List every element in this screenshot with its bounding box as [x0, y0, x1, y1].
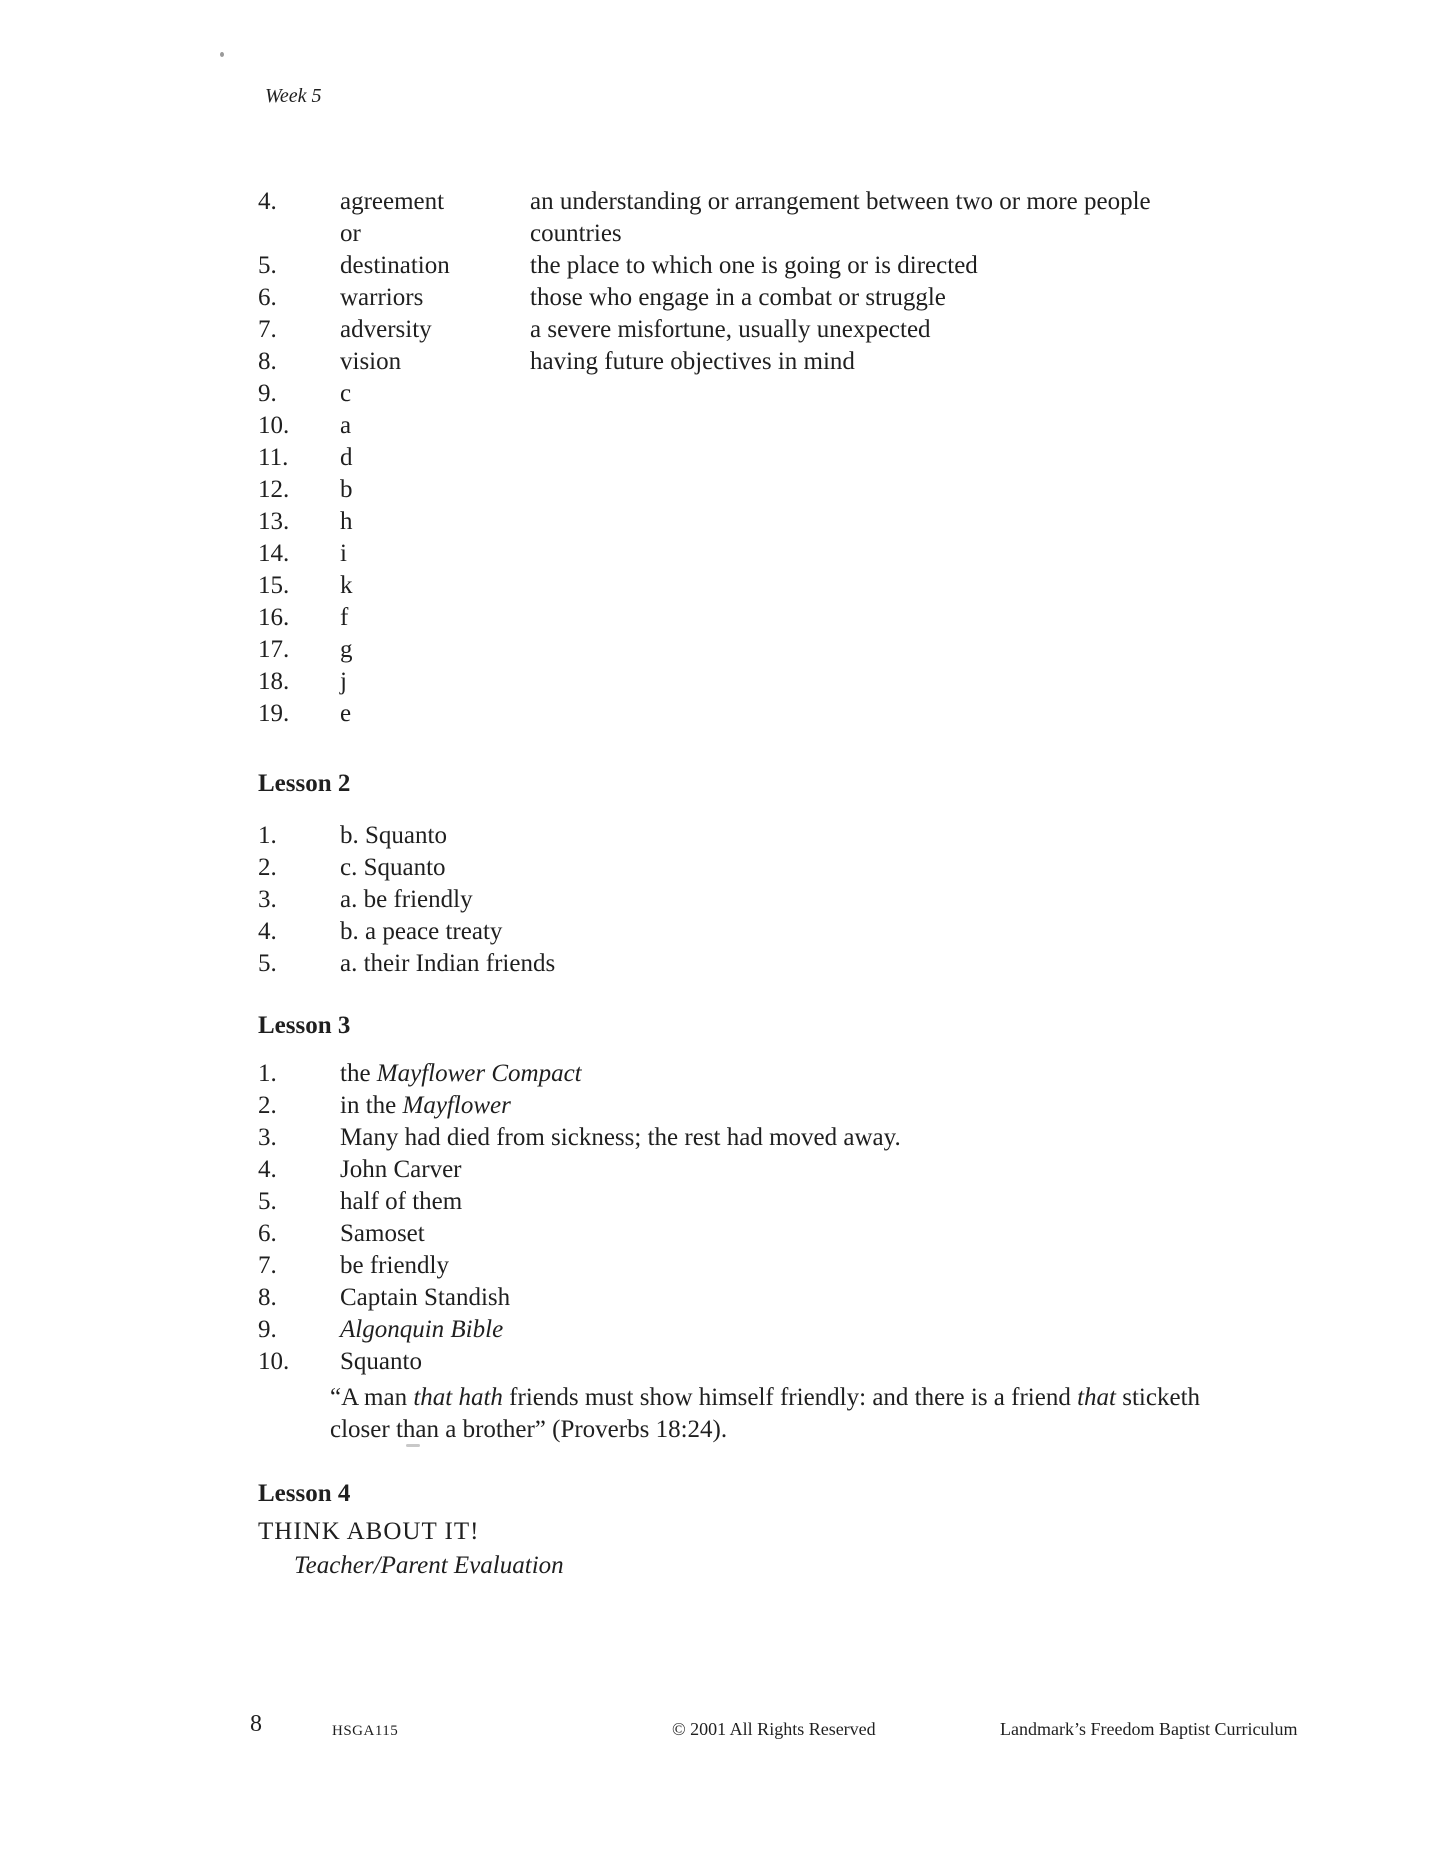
item-number: 19. — [258, 700, 290, 727]
definition-line: an understanding or arrangement between two or more people — [530, 188, 1151, 215]
text-run: c. Squanto — [340, 854, 446, 881]
item-definition — [530, 186, 1373, 250]
answer-line: a — [340, 412, 352, 439]
list-item — [258, 474, 1373, 506]
list-item — [258, 1058, 1373, 1090]
italic-text-run: that — [1077, 1384, 1116, 1411]
item-definition — [530, 570, 1373, 602]
item-answer — [340, 1314, 1373, 1346]
page-footer — [0, 1706, 1445, 1746]
scan-artifact-dot — [220, 52, 224, 57]
publisher-name: Landmark’s Freedom Baptist Curriculum — [1000, 1719, 1298, 1739]
list-item — [258, 1218, 1373, 1250]
list-item — [258, 314, 1373, 346]
text-run: closer than a brother” (Proverbs 18:24). — [330, 1416, 728, 1443]
list-item — [258, 634, 1373, 666]
list-item — [258, 1186, 1373, 1218]
answer-line: c — [340, 380, 352, 407]
definition-line: countries — [530, 220, 622, 247]
item-answer — [340, 602, 530, 634]
text-run: Squanto — [340, 1348, 422, 1375]
answer-line: i — [340, 540, 347, 567]
answer-line: warriors — [340, 284, 424, 311]
item-answer — [340, 1250, 1373, 1282]
item-number: 16. — [258, 604, 290, 631]
list-item — [258, 346, 1373, 378]
answer-line: f — [340, 604, 349, 631]
item-number: 10. — [258, 1348, 290, 1375]
page-number: 8 — [250, 1711, 262, 1737]
item-definition — [530, 442, 1373, 474]
item-answer — [340, 1058, 1373, 1090]
definition-line: those who engage in a combat or struggle — [530, 284, 946, 311]
answer-line: g — [340, 636, 353, 663]
item-definition — [530, 378, 1373, 410]
item-definition — [530, 666, 1373, 698]
list-item — [258, 1314, 1373, 1346]
item-number: 5. — [258, 950, 277, 977]
item-number: 8. — [258, 1284, 277, 1311]
list-item — [258, 666, 1373, 698]
italic-text-run: that hath — [413, 1384, 503, 1411]
item-number: 1. — [258, 822, 277, 849]
item-number: 18. — [258, 668, 290, 695]
item-definition — [530, 474, 1373, 506]
item-answer — [340, 1154, 1373, 1186]
list-item — [258, 1250, 1373, 1282]
item-definition — [530, 538, 1373, 570]
item-answer — [340, 378, 530, 410]
item-answer — [340, 1090, 1373, 1122]
item-answer — [340, 538, 530, 570]
list-item — [258, 698, 1373, 730]
list-item — [258, 250, 1373, 282]
item-answer — [340, 666, 530, 698]
item-answer — [340, 948, 1373, 980]
list-item — [258, 506, 1373, 538]
item-number: 5. — [258, 252, 277, 279]
item-number: 2. — [258, 854, 277, 881]
item-number: 3. — [258, 886, 277, 913]
item-definition — [530, 346, 1373, 378]
list-item — [258, 852, 1373, 884]
list-item — [258, 378, 1373, 410]
text-run: “A man — [330, 1384, 414, 1411]
answer-key-content — [258, 186, 1373, 1582]
item-number: 10. — [258, 412, 290, 439]
lesson2-heading: Lesson 2 — [258, 770, 351, 797]
italic-text-run: Mayflower Compact — [376, 1060, 582, 1087]
course-code: HSGA115 — [332, 1723, 399, 1739]
item-number: 9. — [258, 1316, 277, 1343]
answer-line: j — [340, 668, 347, 695]
lesson4-heading: Lesson 4 — [258, 1480, 351, 1507]
text-run: be friendly — [340, 1252, 449, 1279]
item-answer — [340, 698, 530, 730]
answer-line: h — [340, 508, 353, 535]
quote-line — [330, 1414, 1310, 1446]
list-item — [258, 916, 1373, 948]
definition-line: the place to which one is going or is directed — [530, 252, 978, 279]
item-definition — [530, 250, 1373, 282]
list-item — [258, 884, 1373, 916]
item-number: 3. — [258, 1124, 277, 1151]
item-number: 1. — [258, 1060, 277, 1087]
answer-line: b — [340, 476, 353, 503]
lesson3-heading: Lesson 3 — [258, 1012, 351, 1039]
list-item — [258, 570, 1373, 602]
list-item — [258, 602, 1373, 634]
lesson3-answer-list — [258, 1058, 1373, 1378]
item-answer — [340, 884, 1373, 916]
item-definition — [530, 506, 1373, 538]
text-run: in the — [340, 1092, 403, 1119]
list-item — [258, 538, 1373, 570]
item-answer — [340, 1122, 1373, 1154]
list-item — [258, 1282, 1373, 1314]
item-answer — [340, 506, 530, 538]
item-number: 4. — [258, 1156, 277, 1183]
text-run: friends must show himself friendly: and there is a friend — [502, 1384, 1078, 1411]
item-answer — [340, 1282, 1373, 1314]
item-answer — [340, 916, 1373, 948]
text-run: half of them — [340, 1188, 463, 1215]
lesson2-answer-list — [258, 820, 1373, 980]
text-run: John Carver — [340, 1156, 462, 1183]
answer-line: vision — [340, 348, 402, 375]
item-answer — [340, 186, 530, 250]
definition-line: having future objectives in mind — [530, 348, 855, 375]
think-about-it-label: THINK ABOUT IT! — [258, 1518, 480, 1545]
list-item — [258, 442, 1373, 474]
answer-line: k — [340, 572, 353, 599]
item-answer — [340, 1186, 1373, 1218]
vocab-answer-list — [258, 186, 1373, 730]
item-answer — [340, 410, 530, 442]
list-item — [258, 820, 1373, 852]
item-definition — [530, 634, 1373, 666]
item-definition — [530, 698, 1373, 730]
list-item — [258, 1122, 1373, 1154]
item-answer — [340, 1346, 1373, 1378]
item-number: 14. — [258, 540, 290, 567]
list-item — [258, 1346, 1373, 1378]
item-answer — [340, 314, 530, 346]
item-answer — [340, 820, 1373, 852]
item-number: 6. — [258, 1220, 277, 1247]
list-item — [258, 410, 1373, 442]
item-number: 13. — [258, 508, 290, 535]
item-number: 5. — [258, 1188, 277, 1215]
list-item — [258, 282, 1373, 314]
item-number: 12. — [258, 476, 290, 503]
item-number: 17. — [258, 636, 290, 663]
item-number: 4. — [258, 188, 277, 215]
item-answer — [340, 442, 530, 474]
item-answer — [340, 634, 530, 666]
italic-text-run: Mayflower — [402, 1092, 511, 1119]
item-definition — [530, 602, 1373, 634]
item-number: 8. — [258, 348, 277, 375]
item-answer — [340, 570, 530, 602]
scan-artifact-dash — [406, 1444, 420, 1447]
item-number: 2. — [258, 1092, 277, 1119]
answer-line: d — [340, 444, 353, 471]
text-run: b. a peace treaty — [340, 918, 503, 945]
text-run: sticketh — [1116, 1384, 1201, 1411]
teacher-parent-evaluation-label: Teacher/Parent Evaluation — [294, 1552, 564, 1579]
item-number: 11. — [258, 444, 289, 471]
answer-line: agreement — [340, 188, 445, 215]
item-number: 15. — [258, 572, 290, 599]
answer-line: adversity — [340, 316, 432, 343]
definition-line: a severe misfortune, usually unexpected — [530, 316, 931, 343]
week-label: Week 5 — [265, 85, 322, 107]
italic-text-run: Algonquin Bible — [340, 1316, 504, 1343]
scripture-quote — [330, 1382, 1310, 1446]
item-definition — [530, 314, 1373, 346]
item-answer — [340, 282, 530, 314]
answer-line: or — [340, 220, 361, 247]
text-run: Many had died from sickness; the rest had moved away. — [340, 1124, 901, 1151]
list-item — [258, 1090, 1373, 1122]
answer-line: destination — [340, 252, 450, 279]
quote-line — [330, 1382, 1310, 1414]
item-answer — [340, 250, 530, 282]
text-run: b. Squanto — [340, 822, 447, 849]
item-number: 4. — [258, 918, 277, 945]
text-run: Captain Standish — [340, 1284, 511, 1311]
item-number: 7. — [258, 1252, 277, 1279]
list-item — [258, 186, 1373, 250]
item-number: 7. — [258, 316, 277, 343]
list-item — [258, 948, 1373, 980]
item-number: 6. — [258, 284, 277, 311]
item-definition — [530, 410, 1373, 442]
list-item — [258, 1154, 1373, 1186]
item-number: 9. — [258, 380, 277, 407]
item-answer — [340, 852, 1373, 884]
answer-line: e — [340, 700, 352, 727]
item-answer — [340, 474, 530, 506]
item-answer — [340, 1218, 1373, 1250]
text-run: a. be friendly — [340, 886, 473, 913]
text-run: the — [340, 1060, 377, 1087]
item-definition — [530, 282, 1373, 314]
text-run: Samoset — [340, 1220, 425, 1247]
text-run: a. their Indian friends — [340, 950, 556, 977]
copyright-notice: © 2001 All Rights Reserved — [672, 1719, 876, 1739]
item-answer — [340, 346, 530, 378]
